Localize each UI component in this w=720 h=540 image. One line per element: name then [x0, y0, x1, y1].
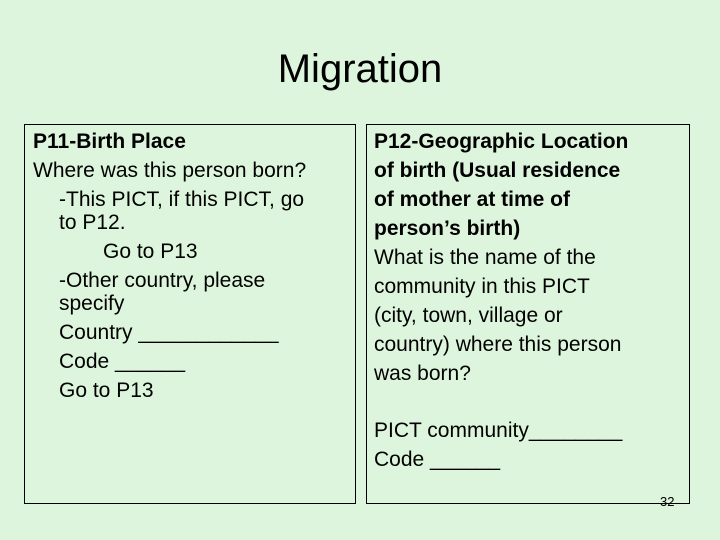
goto-p13-instruction: Go to P13: [59, 379, 154, 402]
geographic-location-box: [366, 124, 690, 504]
pict-community-field-line: PICT community________: [374, 419, 623, 442]
p12-code-field-line: Code ______: [374, 448, 501, 471]
page-number: 32: [660, 494, 675, 509]
p12-heading-line2: of birth (Usual residence: [374, 159, 621, 182]
country-field-line: Country ____________: [59, 321, 279, 344]
p11-question: Where was this person born?: [33, 159, 307, 182]
p11-heading: P11-Birth Place: [33, 130, 186, 153]
p12-heading-line1: P12-Geographic Location: [374, 130, 629, 153]
code-field-line: Code ______: [59, 350, 186, 373]
this-pict-skip-instruction: Go to P13: [103, 240, 198, 263]
p12-heading-line3: of mother at time of: [374, 188, 571, 211]
p12-question-line3: (city, town, village or: [374, 304, 563, 327]
p12-question-line4: country) where this person: [374, 333, 622, 356]
this-pict-option-line1: -This PICT, if this PICT, go: [59, 188, 305, 211]
birth-place-box: [24, 124, 356, 504]
other-country-option-line2: specify: [59, 292, 125, 315]
other-country-option-line1: -Other country, please: [59, 269, 266, 292]
p12-question-line1: What is the name of the: [374, 246, 596, 269]
p12-question-line2: community in this PICT: [374, 275, 590, 298]
p12-question-line5: was born?: [374, 362, 471, 385]
p12-heading-line4: person’s birth): [374, 217, 521, 240]
this-pict-option-line2: to P12.: [59, 211, 126, 234]
slide-title: Migration: [277, 47, 443, 91]
